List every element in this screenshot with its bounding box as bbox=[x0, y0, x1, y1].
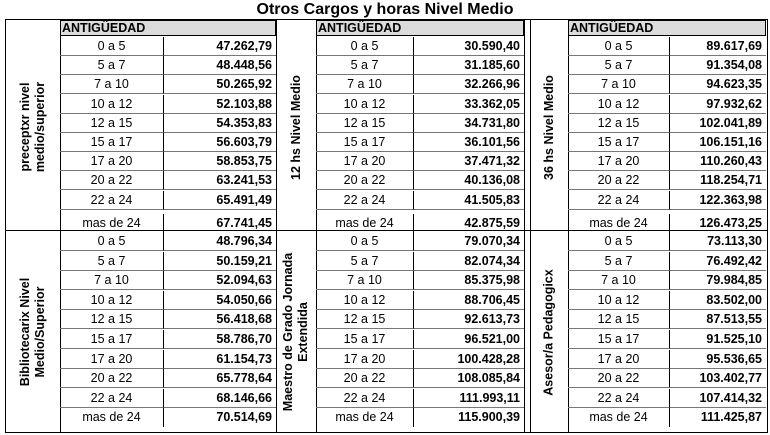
salary-value-cell: 70.514,69 bbox=[216, 410, 272, 425]
salary-value-cell: 89.617,69 bbox=[670, 37, 766, 56]
seniority-range-cell: 15 a 17 bbox=[60, 133, 164, 152]
block-label-line: medio/superior bbox=[33, 81, 48, 173]
seniority-range-cell: 12 a 15 bbox=[568, 114, 670, 133]
salary-value-cell: 107.414,32 bbox=[670, 389, 766, 408]
block-label-line: Maestro de Grado Jornada bbox=[281, 252, 295, 412]
seniority-range-cell: 10 a 12 bbox=[316, 291, 414, 310]
salary-value-cell: 111.993,11 bbox=[414, 389, 524, 408]
seniority-range-cell: 22 a 24 bbox=[316, 389, 414, 408]
salary-value-cell: 73.113,30 bbox=[670, 232, 766, 251]
seniority-range-cell: 5 a 7 bbox=[60, 56, 164, 75]
block-label-line: Extendida bbox=[296, 302, 310, 362]
seniority-range-cell: 15 a 17 bbox=[316, 133, 414, 152]
seniority-range-cell: 20 a 22 bbox=[60, 369, 164, 388]
salary-value-cell: 106.151,16 bbox=[670, 133, 766, 152]
block-label-text bbox=[281, 253, 311, 411]
seniority-range-cell: 15 a 17 bbox=[568, 133, 670, 152]
salary-value-cell: 50.265,92 bbox=[164, 75, 276, 94]
seniority-range-cell: 0 a 5 bbox=[568, 37, 670, 56]
block-label-line: preceptxr nivel bbox=[18, 82, 33, 172]
salary-value-cell: 65.491,49 bbox=[164, 191, 276, 210]
salary-value-cell: 42.875,59 bbox=[464, 215, 520, 230]
seniority-range-cell: 7 a 10 bbox=[316, 271, 414, 290]
salary-value-cell: 115.900,39 bbox=[458, 410, 520, 425]
seniority-range-cell: 10 a 12 bbox=[60, 95, 164, 114]
salary-value-cell: 85.375,98 bbox=[414, 271, 524, 290]
salary-value-cell: 100.428,28 bbox=[414, 350, 524, 369]
seniority-range-cell: 0 a 5 bbox=[316, 232, 414, 251]
seniority-range-cell: 15 a 17 bbox=[60, 330, 164, 349]
salary-value-cell: 68.146,66 bbox=[164, 389, 276, 408]
seniority-range-cell: 22 a 24 bbox=[316, 191, 414, 210]
block-label-36-hs-nivel-medio bbox=[530, 37, 568, 217]
seniority-range-cell: 5 a 7 bbox=[316, 56, 414, 75]
block-label-asesor-a-pedagogicx bbox=[530, 232, 568, 432]
salary-value-cell: 52.103,88 bbox=[164, 95, 276, 114]
salary-value-cell: 111.425,87 bbox=[700, 410, 762, 425]
seniority-range-cell: 22 a 24 bbox=[568, 191, 670, 210]
seniority-range-cell: 17 a 20 bbox=[60, 350, 164, 369]
salary-value-cell: 33.362,05 bbox=[414, 95, 524, 114]
seniority-range-cell: 12 a 15 bbox=[316, 114, 414, 133]
block-label-text bbox=[18, 278, 48, 386]
seniority-range-cell: 0 a 5 bbox=[60, 232, 164, 251]
salary-value-cell: 41.505,83 bbox=[414, 191, 524, 210]
block-label-text bbox=[542, 269, 557, 395]
salary-value-cell: 83.502,00 bbox=[670, 291, 766, 310]
salary-value-cell: 40.136,08 bbox=[414, 171, 524, 190]
seniority-range-cell: mas de 24 bbox=[60, 214, 164, 233]
seniority-range-cell: 0 a 5 bbox=[60, 37, 164, 56]
salary-value-cell: 47.262,79 bbox=[164, 37, 276, 56]
seniority-range-cell: 15 a 17 bbox=[568, 330, 670, 349]
seniority-range-cell: 7 a 10 bbox=[316, 75, 414, 94]
block-label-preceptxr-nivel-medio-superior bbox=[6, 37, 60, 217]
seniority-range-cell: 15 a 17 bbox=[316, 330, 414, 349]
antiguedad-header: ANTIGÜEDAD bbox=[62, 21, 146, 35]
salary-value-cell: 94.623,35 bbox=[670, 75, 766, 94]
salary-value-cell: 54.050,66 bbox=[164, 291, 276, 310]
salary-value-cell: 97.932,62 bbox=[670, 95, 766, 114]
seniority-range-cell: 10 a 12 bbox=[60, 291, 164, 310]
seniority-range-cell: 12 a 15 bbox=[60, 114, 164, 133]
salary-value-cell: 108.085,84 bbox=[414, 369, 524, 388]
seniority-range-cell: 17 a 20 bbox=[316, 350, 414, 369]
seniority-range-cell: 0 a 5 bbox=[316, 37, 414, 56]
seniority-range-cell: 10 a 12 bbox=[568, 291, 670, 310]
salary-value-cell: 56.418,68 bbox=[164, 310, 276, 329]
salary-value-cell: 31.185,60 bbox=[414, 56, 524, 75]
salary-value-cell: 65.778,64 bbox=[164, 369, 276, 388]
seniority-range-cell: mas de 24 bbox=[316, 408, 414, 427]
block-label-maestro-de-grado-jornada-extendida bbox=[276, 232, 316, 432]
salary-value-cell: 92.613,73 bbox=[414, 310, 524, 329]
seniority-range-cell: 5 a 7 bbox=[316, 252, 414, 271]
seniority-range-cell: 0 a 5 bbox=[568, 232, 670, 251]
seniority-range-cell: 20 a 22 bbox=[60, 171, 164, 190]
salary-value-cell: 56.603,79 bbox=[164, 133, 276, 152]
block-label-line: Bibliotecarix Nivel bbox=[18, 277, 32, 387]
salary-value-cell: 102.041,89 bbox=[670, 114, 766, 133]
salary-value-cell: 48.796,34 bbox=[164, 232, 276, 251]
seniority-range-cell: 7 a 10 bbox=[60, 271, 164, 290]
seniority-range-cell: 20 a 22 bbox=[568, 369, 670, 388]
seniority-range-cell: 17 a 20 bbox=[60, 152, 164, 171]
salary-value-cell: 52.094,63 bbox=[164, 271, 276, 290]
salary-value-cell: 79.984,85 bbox=[670, 271, 766, 290]
seniority-range-cell: 12 a 15 bbox=[316, 310, 414, 329]
seniority-range-cell: 12 a 15 bbox=[568, 310, 670, 329]
seniority-range-cell: 12 a 15 bbox=[60, 310, 164, 329]
block-label-12-hs-nivel-medio bbox=[276, 37, 316, 217]
block-label-line: 12 hs Nivel Medio bbox=[288, 74, 303, 180]
seniority-range-cell: 17 a 20 bbox=[568, 152, 670, 171]
salary-value-cell: 96.521,00 bbox=[414, 330, 524, 349]
seniority-range-cell: 10 a 12 bbox=[568, 95, 670, 114]
seniority-range-cell: 5 a 7 bbox=[60, 252, 164, 271]
seniority-range-cell: 22 a 24 bbox=[60, 389, 164, 408]
block-label-text bbox=[289, 75, 304, 180]
seniority-range-cell: 22 a 24 bbox=[60, 191, 164, 210]
block-label-line: 36 hs Nivel Medio bbox=[541, 74, 556, 180]
seniority-range-cell: 5 a 7 bbox=[568, 252, 670, 271]
salary-value-cell: 58.853,75 bbox=[164, 152, 276, 171]
salary-value-cell: 82.074,34 bbox=[414, 252, 524, 271]
seniority-range-cell: 20 a 22 bbox=[316, 171, 414, 190]
seniority-range-cell: mas de 24 bbox=[316, 214, 414, 233]
salary-value-cell: 76.492,42 bbox=[670, 252, 766, 271]
block-label-line: Medio/Superior bbox=[33, 286, 47, 378]
seniority-range-cell: 17 a 20 bbox=[316, 152, 414, 171]
salary-value-cell: 50.159,21 bbox=[164, 252, 276, 271]
seniority-range-cell: mas de 24 bbox=[568, 408, 670, 427]
salary-value-cell: 79.070,34 bbox=[414, 232, 524, 251]
block-label-bibliotecarix-nivel-medio-superior bbox=[6, 232, 60, 432]
seniority-range-cell: mas de 24 bbox=[568, 214, 670, 233]
salary-value-cell: 63.241,53 bbox=[164, 171, 276, 190]
salary-value-cell: 122.363,98 bbox=[670, 191, 766, 210]
salary-value-cell: 30.590,40 bbox=[414, 37, 524, 56]
seniority-range-cell: mas de 24 bbox=[60, 408, 164, 427]
salary-value-cell: 88.706,45 bbox=[414, 291, 524, 310]
salary-value-cell: 91.525,10 bbox=[670, 330, 766, 349]
block-label-line: Asesor/a Pedagogicx bbox=[541, 268, 556, 396]
salary-value-cell: 118.254,71 bbox=[670, 171, 766, 190]
seniority-range-cell: 7 a 10 bbox=[60, 75, 164, 94]
antiguedad-header: ANTIGÜEDAD bbox=[570, 21, 654, 35]
salary-value-cell: 67.741,45 bbox=[216, 215, 272, 230]
seniority-range-cell: 5 a 7 bbox=[568, 56, 670, 75]
seniority-range-cell: 20 a 22 bbox=[568, 171, 670, 190]
seniority-range-cell: 22 a 24 bbox=[568, 389, 670, 408]
seniority-range-cell: 10 a 12 bbox=[316, 95, 414, 114]
salary-value-cell: 36.101,56 bbox=[414, 133, 524, 152]
salary-value-cell: 48.448,56 bbox=[164, 56, 276, 75]
salary-value-cell: 32.266,96 bbox=[414, 75, 524, 94]
salary-value-cell: 37.471,32 bbox=[414, 152, 524, 171]
salary-value-cell: 87.513,55 bbox=[670, 310, 766, 329]
seniority-range-cell: 17 a 20 bbox=[568, 350, 670, 369]
seniority-range-cell: 20 a 22 bbox=[316, 369, 414, 388]
salary-value-cell: 95.536,65 bbox=[670, 350, 766, 369]
seniority-range-cell: 7 a 10 bbox=[568, 75, 670, 94]
salary-value-cell: 126.473,25 bbox=[699, 215, 762, 230]
salary-value-cell: 54.353,83 bbox=[164, 114, 276, 133]
salary-value-cell: 91.354,08 bbox=[670, 56, 766, 75]
antiguedad-header: ANTIGÜEDAD bbox=[318, 21, 402, 35]
salary-value-cell: 58.786,70 bbox=[164, 330, 276, 349]
block-label-text bbox=[542, 75, 557, 180]
seniority-range-cell: 7 a 10 bbox=[568, 271, 670, 290]
column-divider bbox=[524, 19, 525, 433]
salary-value-cell: 61.154,73 bbox=[164, 350, 276, 369]
salary-value-cell: 103.402,77 bbox=[670, 369, 766, 388]
sheet-title: Otros Cargos y horas Nivel Medio bbox=[256, 1, 514, 18]
salary-value-cell: 34.731,80 bbox=[414, 114, 524, 133]
block-label-text bbox=[18, 82, 48, 172]
salary-value-cell: 110.260,43 bbox=[670, 152, 766, 171]
